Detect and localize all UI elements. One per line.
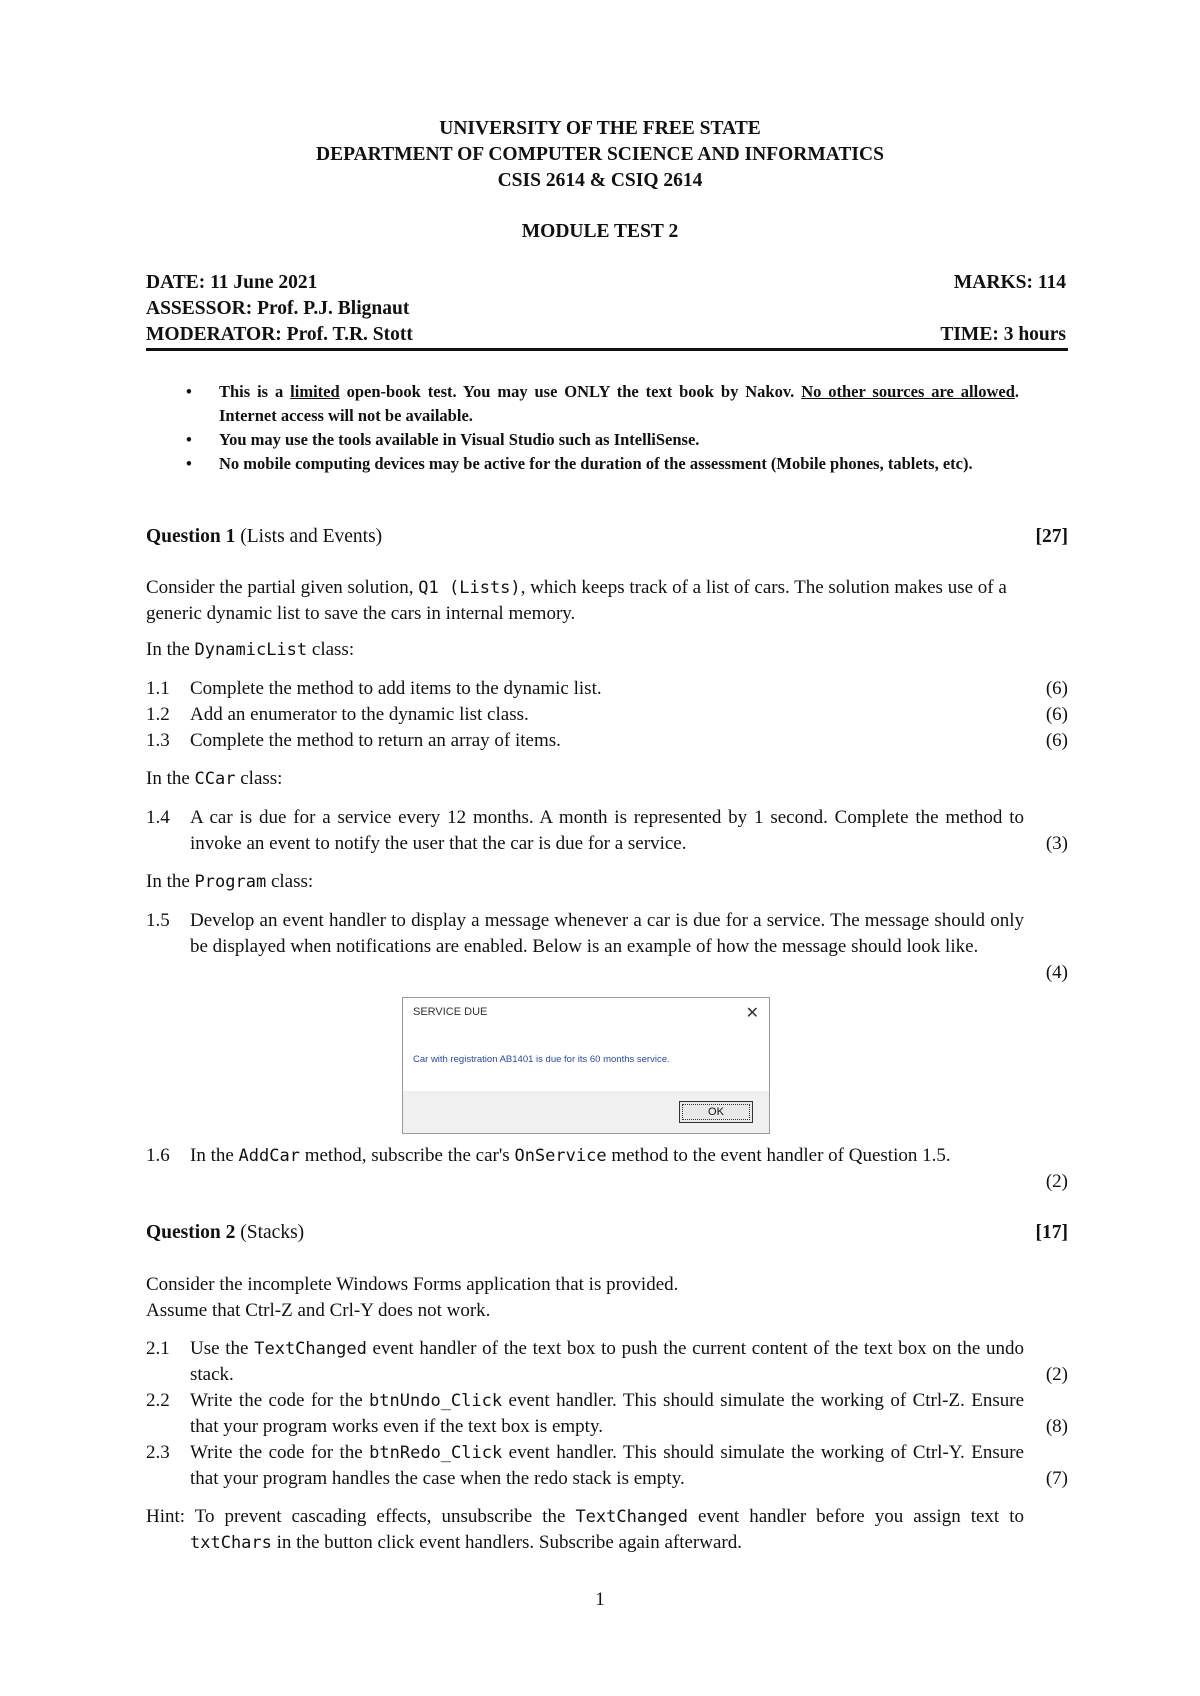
dialog-message: Car with registration AB1401 is due for its 60 months service. bbox=[413, 1054, 670, 1065]
bullet-icon: • bbox=[186, 382, 192, 401]
question-2-marks: [17] bbox=[1035, 1222, 1068, 1243]
department-name: DEPARTMENT OF COMPUTER SCIENCE AND INFORMATICS bbox=[316, 144, 884, 165]
dialog-title: SERVICE DUE bbox=[413, 1006, 488, 1018]
course-code: CSIS 2614 & CSIQ 2614 bbox=[497, 170, 703, 191]
dialog-footer bbox=[403, 1091, 769, 1133]
exam-page: UNIVERSITY OF THE FREE STATE DEPARTMENT OF COMPUTER SCIENCE AND INFORMATICS CSIS 2614 & CSIQ 2614 MODULE TEST 2 DATE: 11 June 2021 MARKS: 114 ASSESSOR: Prof. P.J. Blignaut MODERATOR: Prof. T.R. Stott TIME: 3 hours • This is a limited open-book test. You may use ONLY the text book by Nakov. No other sources are allowed. Internet access will not be available. • You may use the tools available in Visual Studio such as IntelliSense. • No mobile computing devices may be active for the duration of the assessment (Mobile phones, tablets, etc). Question 1 (Lists and Events) [27] Consider the partial given solution, Q1 (Lists), which keeps track of a list of cars. The solution makes use of a generic dynamic list to save the cars in internal memory. In the DynamicList class: 1.1 Complete the method to add items to the dynamic list. (6) 1.2 Add an enumerator to the dynamic list class. (6) 1.3 Complete the method to return an array of items. (6) In the CCar class: 1.4 A car is due for a service every 12 months. A month is represented by 1 second. Complete the method to invoke an event to notify the user that the car is due for a service. (3) In the Program class: 1.5 Develop an event handler to display a message whenever a car is due for a service. The message should only be displayed when notifications are enabled. Below is an example of how the message should look like. (4) SERVICE DUE ✕ Car with registration AB1401 is due for its 60 months service. OK 1.6 In the AddCar method, subscribe the car's OnService method to the event handler of Question 1.5. (2) Question 2 (Stacks) [17] Consider the incomplete Windows Forms application that is provided. Assume that Ctrl-Z and Crl-Y does not work. 2.1 Use the TextChanged event handler of the text box to push the current content of the text box on the undo stack. (2) 2.2 Write the code for the btnUndo_Click event handler. This should simulate the working of Ctrl-Z. Ensure that your program works even if the text box is empty. (8) 2.3 Write the code for the btnRedo_Click event handler. This should simulate the working of Ctrl-Y. Ensure that your program handles the case when the redo stack is empty. (7) Hint: To prevent cascading effects, unsubscribe the TextChanged event handler before you assign text to txtChars in the button click event handlers. Subscribe again afterward. 1 bbox=[0, 0, 1200, 1696]
rule-text-3: No mobile computing devices may be active for the duration of the assessment (Mobile phones, tablets, etc). bbox=[219, 454, 973, 473]
bullet-icon: • bbox=[186, 430, 192, 449]
moderator: MODERATOR: Prof. T.R. Stott bbox=[146, 324, 413, 345]
meta-row-assessor bbox=[146, 298, 1066, 320]
total-marks: MARKS: 114 bbox=[953, 272, 1066, 293]
dynamiclist-label: In the DynamicList class: bbox=[146, 639, 355, 660]
service-due-dialog-screenshot bbox=[402, 997, 770, 1134]
question-2-intro-2: Assume that Ctrl-Z and Crl-Y does not work. bbox=[146, 1300, 491, 1321]
university-name: UNIVERSITY OF THE FREE STATE bbox=[439, 118, 761, 139]
test-title: MODULE TEST 2 bbox=[521, 221, 679, 242]
close-icon: ✕ bbox=[745, 1005, 759, 1022]
header-divider bbox=[146, 348, 1068, 351]
question-2-hint: Hint: To prevent cascading effects, unsubscribe the TextChanged event handler before you assign text to txtChars in the button click event handlers. Subscribe again afterward. bbox=[146, 1506, 1024, 1553]
program-label: In the Program class: bbox=[146, 871, 314, 892]
test-date: DATE: 11 June 2021 bbox=[146, 272, 318, 293]
meta-row-date bbox=[146, 272, 1066, 294]
ccar-label: In the CCar class: bbox=[146, 768, 283, 789]
rule-text-1: This is a limited open-book test. You may use ONLY the text book by Nakov. No other sources are allowed. Internet access will not be available. bbox=[219, 382, 1019, 425]
question-1-intro: Consider the partial given solution, Q1 (Lists), which keeps track of a list of cars. The solution makes use of a generic dynamic list to save the cars in internal memory. bbox=[146, 577, 1007, 624]
question-1-heading: Question 1 (Lists and Events) [27] bbox=[146, 526, 1068, 547]
ok-button: OK bbox=[679, 1101, 753, 1123]
rule-text-2: You may use the tools available in Visual Studio such as IntelliSense. bbox=[219, 430, 700, 449]
meta-row-moderator bbox=[146, 324, 1066, 346]
page-number: 1 bbox=[595, 1589, 605, 1610]
question-2-intro-1: Consider the incomplete Windows Forms application that is provided. bbox=[146, 1274, 679, 1295]
assessor: ASSESSOR: Prof. P.J. Blignaut bbox=[146, 298, 410, 319]
question-2-heading: Question 2 (Stacks) [17] bbox=[146, 1222, 1068, 1243]
time-allowed: TIME: 3 hours bbox=[940, 324, 1066, 345]
bullet-icon: • bbox=[186, 454, 192, 473]
question-1-marks: [27] bbox=[1035, 526, 1068, 547]
